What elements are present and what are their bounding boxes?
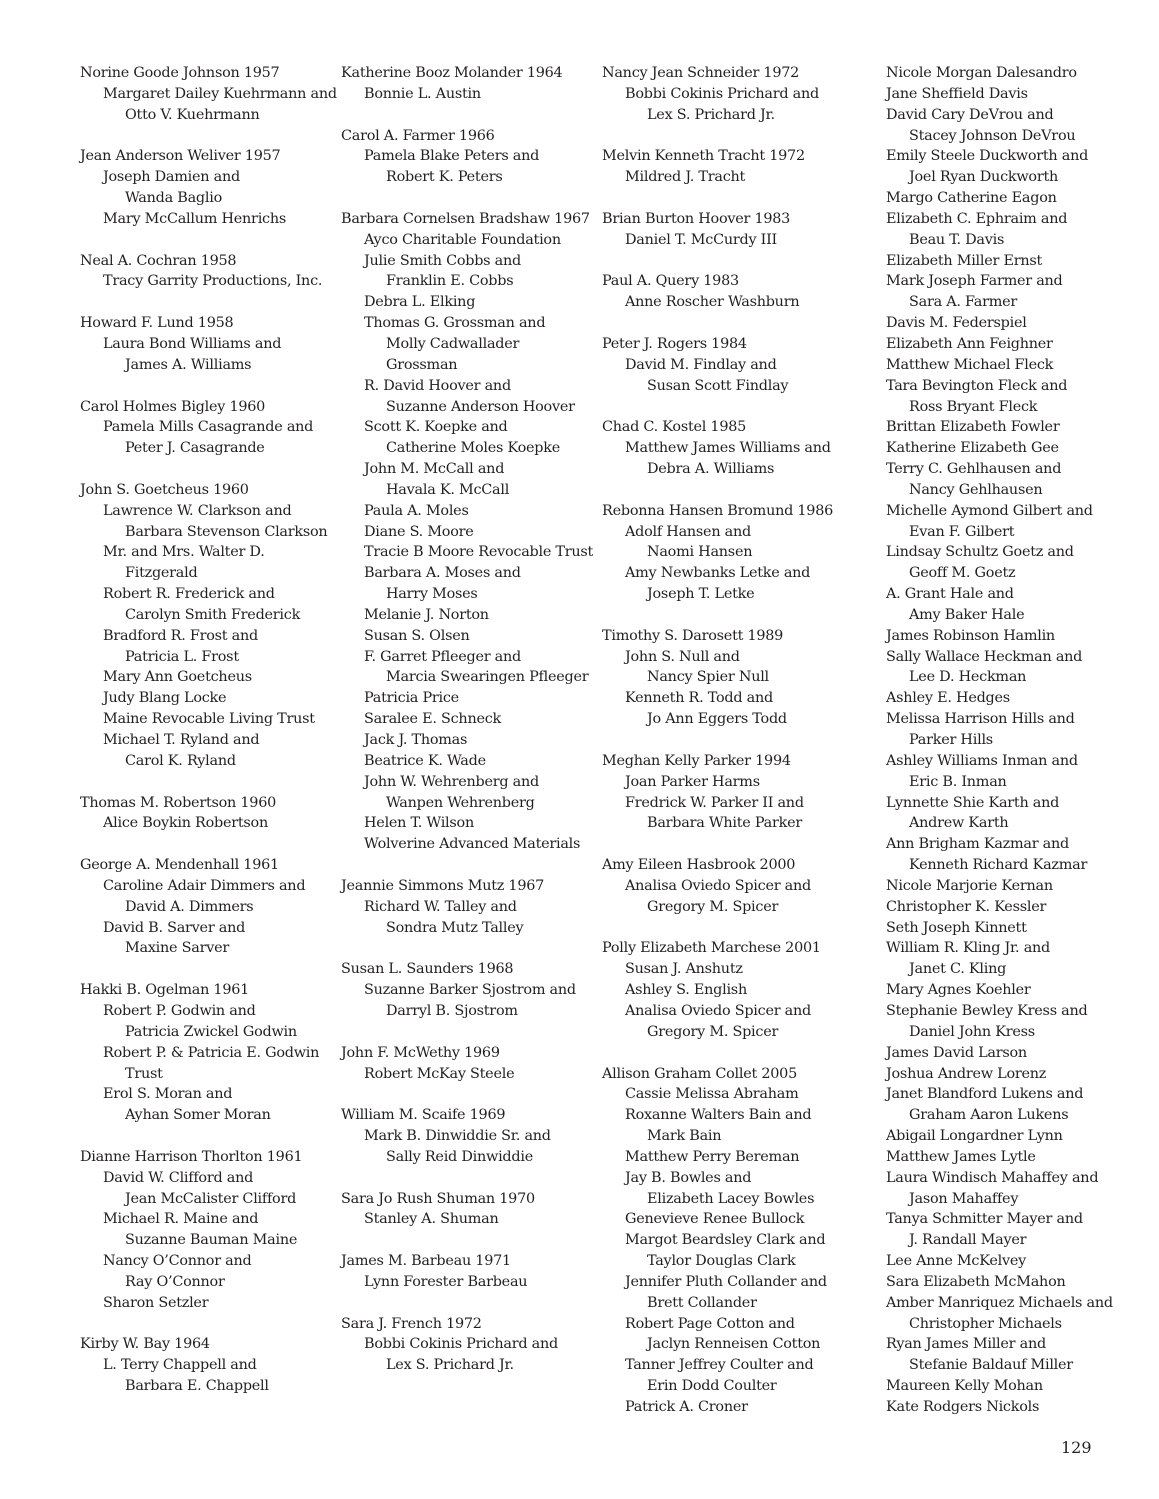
honoree-name: David Cary DeVrou and: [886, 106, 1054, 123]
honoree-name: Christopher K. Kessler: [886, 898, 1047, 915]
donor-name: Sara A. Farmer: [909, 294, 1018, 311]
donor-group: [341, 1189, 593, 1231]
honoree-name: Jeannie Simmons Mutz 1967: [341, 877, 545, 894]
donor-group: [80, 146, 337, 229]
donor-name: Cassie Melissa Abraham: [625, 1086, 799, 1103]
donor-name: Anne Roscher Washburn: [625, 294, 800, 311]
donor-name: Mary Ann Goetcheus: [103, 669, 252, 686]
donor-name: Jaclyn Renneisen Cotton: [647, 1336, 821, 1353]
donor-name: Joan Parker Harms: [625, 773, 760, 790]
honoree-name: Allison Graham Collet 2005: [602, 1065, 797, 1082]
honoree-name: Nicole Marjorie Kernan: [886, 877, 1053, 894]
donor-name: L. Terry Chappell and: [103, 1357, 257, 1374]
donor-name: Franklin E. Cobbs: [386, 273, 514, 290]
honoree-name: Elizabeth Ann Feighner: [886, 335, 1053, 352]
donor-name: Tracy Garrity Productions, Inc.: [103, 273, 323, 290]
donor-name: Roxanne Walters Bain and: [625, 1107, 812, 1124]
donor-name: Tanner Jeffrey Coulter and: [625, 1357, 814, 1374]
donor-name: Daniel T. McCurdy III: [625, 231, 777, 248]
donor-name: Tracie B Moore Revocable Trust: [364, 544, 594, 561]
donor-name: Christopher Michaels: [909, 1315, 1062, 1332]
donor-name: Fredrick W. Parker II and: [625, 794, 804, 811]
honoree-name: Susan L. Saunders 1968: [341, 961, 514, 978]
donor-name: Trust: [125, 1065, 163, 1082]
donor-group: [80, 313, 337, 376]
donor-name: Carolyn Smith Frederick: [125, 606, 301, 623]
donor-name: Evan F. Gilbert: [909, 523, 1015, 540]
honoree-name: John S. Goetcheus 1960: [80, 481, 249, 498]
honoree-name: Melissa Harrison Hills and: [886, 711, 1075, 728]
donor-name: Alice Boykin Robertson: [103, 815, 268, 832]
donor-name: David A. Dimmers: [125, 898, 254, 915]
donor-name: J. Randall Mayer: [909, 1232, 1027, 1249]
honoree-name: Lynnette Shie Karth and: [886, 794, 1060, 811]
donor-name: John W. Wehrenberg and: [364, 773, 539, 790]
donor-name: Suzanne Barker Sjostrom and: [364, 982, 576, 999]
honoree-name: Sara Jo Rush Shuman 1970: [341, 1190, 535, 1207]
donor-name: Carol K. Ryland: [125, 752, 236, 769]
donor-name: Robert P. Godwin and: [103, 1002, 256, 1019]
honoree-name: Margo Catherine Eagon: [886, 190, 1057, 207]
honoree-name: Ryan James Miller and: [886, 1336, 1046, 1353]
donor-name: Robert P. & Patricia E. Godwin: [103, 1044, 320, 1061]
donor-group: [80, 63, 337, 126]
honoree-name: Brittan Elizabeth Fowler: [886, 419, 1060, 436]
honoree-name: Matthew Michael Fleck: [886, 356, 1054, 373]
honoree-name: Norine Goode Johnson 1957: [80, 65, 280, 81]
honoree-name: Davis M. Federspiel: [886, 315, 1027, 332]
donor-name: Stefanie Baldauf Miller: [909, 1357, 1073, 1374]
donor-name: Amy Baker Hale: [909, 606, 1025, 623]
donor-name: Ayco Charitable Foundation: [364, 231, 561, 248]
donor-name: Lynn Forester Barbeau: [364, 1273, 528, 1290]
donor-group: [602, 855, 833, 918]
honoree-name: Thomas M. Robertson 1960: [80, 794, 277, 811]
column-1: [80, 63, 337, 1418]
donor-group: [341, 959, 593, 1022]
donor-name: Adolf Hansen and: [625, 523, 751, 540]
donor-name: Graham Aaron Lukens: [909, 1107, 1069, 1124]
donor-name: Joseph Damien and: [103, 169, 240, 186]
honoree-name: Ashley Williams Inman and: [886, 752, 1078, 769]
donor-name: Andrew Karth: [909, 815, 1009, 832]
donor-name: Robert McKay Steele: [364, 1065, 515, 1082]
honoree-name: Mark Joseph Farmer and: [886, 273, 1063, 290]
donor-name: Margot Beardsley Clark and: [625, 1232, 826, 1249]
donor-group: [602, 938, 833, 1042]
honoree-name: Kirby W. Bay 1964: [80, 1336, 210, 1353]
donor-name: Suzanne Anderson Hoover: [386, 398, 575, 415]
donor-name: Grossman: [386, 356, 458, 373]
donor-name: Molly Cadwallader: [386, 335, 520, 352]
honoree-name: John F. McWethy 1969: [341, 1044, 500, 1061]
honoree-name: Seth Joseph Kinnett: [886, 919, 1027, 936]
donor-name: Susan Scott Findlay: [647, 377, 789, 394]
donor-name: Caroline Adair Dimmers and: [103, 877, 306, 894]
donor-name: Pamela Blake Peters and: [364, 148, 540, 165]
donor-name: Mark B. Dinwiddie Sr. and: [364, 1128, 551, 1145]
donor-name: Analisa Oviedo Spicer and: [625, 877, 811, 894]
donor-name: Bobbi Cokinis Prichard and: [625, 85, 819, 102]
honoree-name: Nicole Morgan Dalesandro: [886, 65, 1077, 81]
donor-name: Suzanne Bauman Maine: [125, 1232, 298, 1249]
donor-name: Margaret Dailey Kuehrmann and: [103, 85, 337, 102]
donor-group: [602, 271, 833, 313]
donor-name: Richard W. Talley and: [364, 898, 517, 915]
donor-name: Fitzgerald: [125, 565, 198, 582]
donor-name: John M. McCall and: [364, 461, 505, 478]
donor-name: Nancy O’Connor and: [103, 1253, 252, 1270]
donor-name: Diane S. Moore: [364, 523, 474, 540]
honoree-name: Ashley E. Hedges: [886, 690, 1010, 707]
donor-group: [80, 1334, 337, 1397]
honoree-name: Paul A. Query 1983: [602, 273, 739, 290]
donor-name: Kenneth Richard Kazmar: [909, 857, 1088, 874]
donor-name: Genevieve Renee Bullock: [625, 1211, 805, 1228]
honoree-name: Michelle Aymond Gilbert and: [886, 502, 1093, 519]
donor-name: Saralee E. Schneck: [364, 711, 502, 728]
donor-name: Brett Collander: [647, 1294, 757, 1311]
honoree-name: William R. Kling Jr. and: [886, 940, 1051, 957]
honoree-name: Barbara Cornelsen Bradshaw 1967: [341, 210, 590, 227]
honoree-name: Carol A. Farmer 1966: [341, 127, 495, 144]
donor-name: Gregory M. Spicer: [647, 1023, 779, 1040]
donor-group: [80, 397, 337, 460]
donor-name: Jo Ann Eggers Todd: [647, 711, 787, 728]
honoree-name: Neal A. Cochran 1958: [80, 252, 237, 269]
donor-name: Maxine Sarver: [125, 940, 229, 957]
donor-name: Nancy Gehlhausen: [909, 481, 1043, 498]
honoree-name: Katherine Elizabeth Gee: [886, 440, 1059, 457]
donor-group: [341, 209, 593, 855]
donor-name: Mr. and Mrs. Walter D.: [103, 544, 265, 561]
donor-name: Lee D. Heckman: [909, 669, 1027, 686]
donor-group: [341, 63, 593, 105]
honoree-name: Rebonna Hansen Bromund 1986: [602, 502, 834, 519]
donor-group: [602, 626, 833, 730]
donor-name: Debra L. Elking: [364, 294, 476, 311]
honoree-name: Melvin Kenneth Tracht 1972: [602, 148, 805, 165]
honoree-name: James David Larson: [886, 1044, 1027, 1061]
donor-name: Ashley S. English: [625, 982, 747, 999]
honoree-name: Tanya Schmitter Mayer and: [886, 1211, 1083, 1228]
honoree-name: Chad C. Kostel 1985: [602, 419, 747, 436]
donor-name: Parker Hills: [909, 732, 993, 748]
donor-name: Sally Reid Dinwiddie: [386, 1148, 533, 1165]
donor-name: Patricia Zwickel Godwin: [125, 1023, 297, 1040]
donor-name: Susan J. Anshutz: [625, 961, 743, 978]
column-2: [341, 63, 593, 1397]
donor-name: Lawrence W. Clarkson and: [103, 502, 292, 519]
honoree-name: Hakki B. Ogelman 1961: [80, 982, 250, 999]
honoree-name: William M. Scaife 1969: [341, 1107, 506, 1124]
donor-name: Matthew James Williams and: [625, 440, 831, 457]
donor-group: [602, 334, 833, 397]
honoree-name: George A. Mendenhall 1961: [80, 857, 279, 874]
donor-name: F. Garret Pfleeger and: [364, 648, 521, 665]
honoree-name: Maureen Kelly Mohan: [886, 1378, 1043, 1395]
honoree-name: Sara Elizabeth McMahon: [886, 1273, 1066, 1290]
honoree-name: Janet Blandford Lukens and: [886, 1086, 1084, 1103]
donor-name: Marcia Swearingen Pfleeger: [386, 669, 589, 686]
donor-name: Peter J. Casagrande: [125, 440, 265, 457]
honoree-name: Dianne Harrison Thorlton 1961: [80, 1148, 303, 1165]
donor-name: Patricia Price: [364, 690, 459, 707]
donor-name: Jay B. Bowles and: [625, 1169, 752, 1186]
donor-name: Nancy Spier Null: [647, 669, 769, 686]
donor-name: Wanpen Wehrenberg: [386, 794, 535, 811]
honoree-name: Howard F. Lund 1958: [80, 315, 234, 332]
donor-name: Pamela Mills Casagrande and: [103, 419, 314, 436]
donor-name: Michael T. Ryland and: [103, 732, 260, 748]
honoree-name: Nancy Jean Schneider 1972: [602, 65, 800, 81]
donor-name: Catherine Moles Koepke: [386, 440, 560, 457]
donor-name: Bradford R. Frost and: [103, 627, 258, 644]
donor-group: [341, 1314, 593, 1377]
donor-name: Naomi Hansen: [647, 544, 753, 561]
donor-name: Daniel John Kress: [909, 1023, 1035, 1040]
honoree-name: James M. Barbeau 1971: [341, 1253, 511, 1270]
donor-name: Susan S. Olsen: [364, 627, 470, 644]
honoree-name: James Robinson Hamlin: [886, 627, 1055, 644]
honoree-name: Peter J. Rogers 1984: [602, 335, 747, 352]
donor-name: Ross Bryant Fleck: [909, 398, 1038, 415]
honoree-name: Mary Agnes Koehler: [886, 982, 1031, 999]
donor-group: [602, 209, 833, 251]
donor-group: [602, 751, 833, 834]
donor-group: [80, 1147, 337, 1314]
honoree-name: Tara Bevington Fleck and: [886, 377, 1068, 394]
donor-name: John S. Null and: [625, 648, 740, 665]
donor-name: Barbara White Parker: [647, 815, 803, 832]
donor-name: Elizabeth Lacey Bowles: [647, 1190, 815, 1207]
donor-name: Robert R. Frederick and: [103, 586, 275, 603]
donor-name: Judy Blang Locke: [103, 690, 227, 707]
donor-group: [602, 417, 833, 480]
column-3: [602, 63, 833, 1439]
donor-name: Mildred J. Tracht: [625, 169, 746, 186]
donor-name: Michael R. Maine and: [103, 1211, 259, 1228]
donor-name: Debra A. Williams: [647, 461, 775, 478]
donor-group: [341, 1251, 593, 1293]
donor-name: Jack J. Thomas: [364, 732, 468, 748]
donor-name: Stanley A. Shuman: [364, 1211, 499, 1228]
honoree-name: Brian Burton Hoover 1983: [602, 210, 791, 227]
honoree-name: Jean Anderson Weliver 1957: [80, 148, 281, 165]
honoree-name: Joshua Andrew Lorenz: [886, 1065, 1047, 1082]
honoree-name: Abigail Longardner Lynn: [886, 1128, 1063, 1145]
donor-name: Robert Page Cotton and: [625, 1315, 795, 1332]
donor-group: [80, 480, 337, 772]
donor-group: [602, 63, 833, 126]
donor-name: Darryl B. Sjostrom: [386, 1002, 518, 1019]
honoree-name: Katherine Booz Molander 1964: [341, 65, 563, 81]
donor-name: Patricia L. Frost: [125, 648, 239, 665]
donor-name: Harry Moses: [386, 586, 478, 603]
donor-name: Bonnie L. Austin: [364, 85, 481, 102]
donor-name: Scott K. Koepke and: [364, 419, 508, 436]
donor-name: R. David Hoover and: [364, 377, 511, 394]
honoree-name: Timothy S. Darosett 1989: [602, 627, 784, 644]
honoree-name: Meghan Kelly Parker 1994: [602, 752, 791, 769]
column-4: [886, 63, 1113, 1439]
honoree-name: Carol Holmes Bigley 1960: [80, 398, 266, 415]
honoree-name: Kate Rodgers Nickols: [886, 1399, 1040, 1415]
honoree-name: Amber Manriquez Michaels and: [886, 1294, 1113, 1311]
donor-name: Janet C. Kling: [909, 961, 1007, 978]
donor-name: Joseph T. Letke: [647, 586, 755, 603]
donor-name: Matthew Perry Bereman: [625, 1148, 800, 1165]
donor-name: Sondra Mutz Talley: [386, 919, 524, 936]
donor-name: Ray O’Connor: [125, 1273, 225, 1290]
donor-name: Mary McCallum Henrichs: [103, 210, 287, 227]
honoree-name: Lindsay Schultz Goetz and: [886, 544, 1074, 561]
donor-name: Stacey Johnson DeVrou: [909, 127, 1076, 144]
donor-name: David M. Findlay and: [625, 356, 777, 373]
honoree-name: Elizabeth Miller Ernst: [886, 252, 1043, 269]
honoree-name: Lee Anne McKelvey: [886, 1253, 1026, 1270]
donor-name: Wolverine Advanced Materials: [364, 836, 581, 853]
donor-group: [602, 1064, 833, 1418]
donor-group: [341, 876, 593, 939]
donor-group: [80, 251, 337, 293]
honoree-name: Laura Windisch Mahaffey and: [886, 1169, 1099, 1186]
donor-name: Helen T. Wilson: [364, 815, 474, 832]
donor-group: [602, 146, 833, 188]
donor-name: Lex S. Prichard Jr.: [386, 1357, 514, 1374]
donor-name: Mark Bain: [647, 1128, 722, 1145]
donor-name: Kenneth R. Todd and: [625, 690, 773, 707]
donor-name: Taylor Douglas Clark: [647, 1253, 796, 1270]
donor-name: Bobbi Cokinis Prichard and: [364, 1336, 558, 1353]
donor-name: Erol S. Moran and: [103, 1086, 233, 1103]
donor-name: Barbara A. Moses and: [364, 565, 521, 582]
donor-name: Jean McCalister Clifford: [125, 1190, 297, 1207]
donor-group: [80, 980, 337, 1126]
donor-group: [886, 63, 1113, 1418]
donor-group: [602, 501, 833, 605]
donor-name: Jennifer Pluth Collander and: [625, 1273, 827, 1290]
donor-name: Barbara E. Chappell: [125, 1378, 269, 1395]
donor-name: Joel Ryan Duckworth: [909, 169, 1059, 186]
honoree-name: A. Grant Hale and: [886, 586, 1014, 603]
donor-name: James A. Williams: [125, 356, 252, 373]
honoree-name: Polly Elizabeth Marchese 2001: [602, 940, 821, 957]
donor-group: [341, 1105, 593, 1168]
honoree-name: Emily Steele Duckworth and: [886, 148, 1089, 165]
donor-name: Paula A. Moles: [364, 502, 469, 519]
donor-name: Analisa Oviedo Spicer and: [625, 1002, 811, 1019]
donor-name: Havala K. McCall: [386, 481, 510, 498]
honoree-name: Amy Eileen Hasbrook 2000: [602, 857, 796, 874]
honoree-name: Elizabeth C. Ephraim and: [886, 210, 1068, 227]
donor-name: Wanda Baglio: [125, 190, 222, 207]
honoree-name: Sara J. French 1972: [341, 1315, 482, 1332]
donor-name: Lex S. Prichard Jr.: [647, 106, 775, 123]
donor-name: Gregory M. Spicer: [647, 898, 779, 915]
donor-group: [80, 855, 337, 959]
donor-name: Beau T. Davis: [909, 231, 1005, 248]
donor-name: Amy Newbanks Letke and: [625, 565, 811, 582]
donor-name: Eric B. Inman: [909, 773, 1007, 790]
donor-name: Julie Smith Cobbs and: [364, 252, 521, 269]
donor-name: Beatrice K. Wade: [364, 752, 486, 769]
donor-name: Patrick A. Croner: [625, 1399, 748, 1415]
donor-name: Erin Dodd Coulter: [647, 1378, 777, 1395]
honoree-name: Matthew James Lytle: [886, 1148, 1036, 1165]
donor-group: [341, 1043, 593, 1085]
donor-name: Otto V. Kuehrmann: [125, 106, 260, 123]
donor-name: Thomas G. Grossman and: [364, 315, 546, 332]
honoree-name: Sally Wallace Heckman and: [886, 648, 1083, 665]
donor-name: Ayhan Somer Moran: [125, 1107, 271, 1124]
donor-name: Robert K. Peters: [386, 169, 503, 186]
donor-group: [341, 126, 593, 189]
donor-name: David W. Clifford and: [103, 1169, 254, 1186]
donor-name: David B. Sarver and: [103, 919, 246, 936]
donor-name: Maine Revocable Living Trust: [103, 711, 315, 728]
page-number: 129: [1061, 1438, 1092, 1457]
donor-name: Jason Mahaffey: [909, 1190, 1019, 1207]
donor-name: Melanie J. Norton: [364, 606, 489, 623]
honoree-name: Ann Brigham Kazmar and: [886, 836, 1069, 853]
donor-name: Sharon Setzler: [103, 1294, 209, 1311]
honoree-name: Jane Sheffield Davis: [886, 85, 1028, 102]
honoree-name: Stephanie Bewley Kress and: [886, 1002, 1088, 1019]
donor-name: Laura Bond Williams and: [103, 335, 282, 352]
donor-name: Geoff M. Goetz: [909, 565, 1016, 582]
donor-name: Barbara Stevenson Clarkson: [125, 523, 328, 540]
honoree-name: Terry C. Gehlhausen and: [886, 461, 1062, 478]
donor-group: [80, 793, 337, 835]
